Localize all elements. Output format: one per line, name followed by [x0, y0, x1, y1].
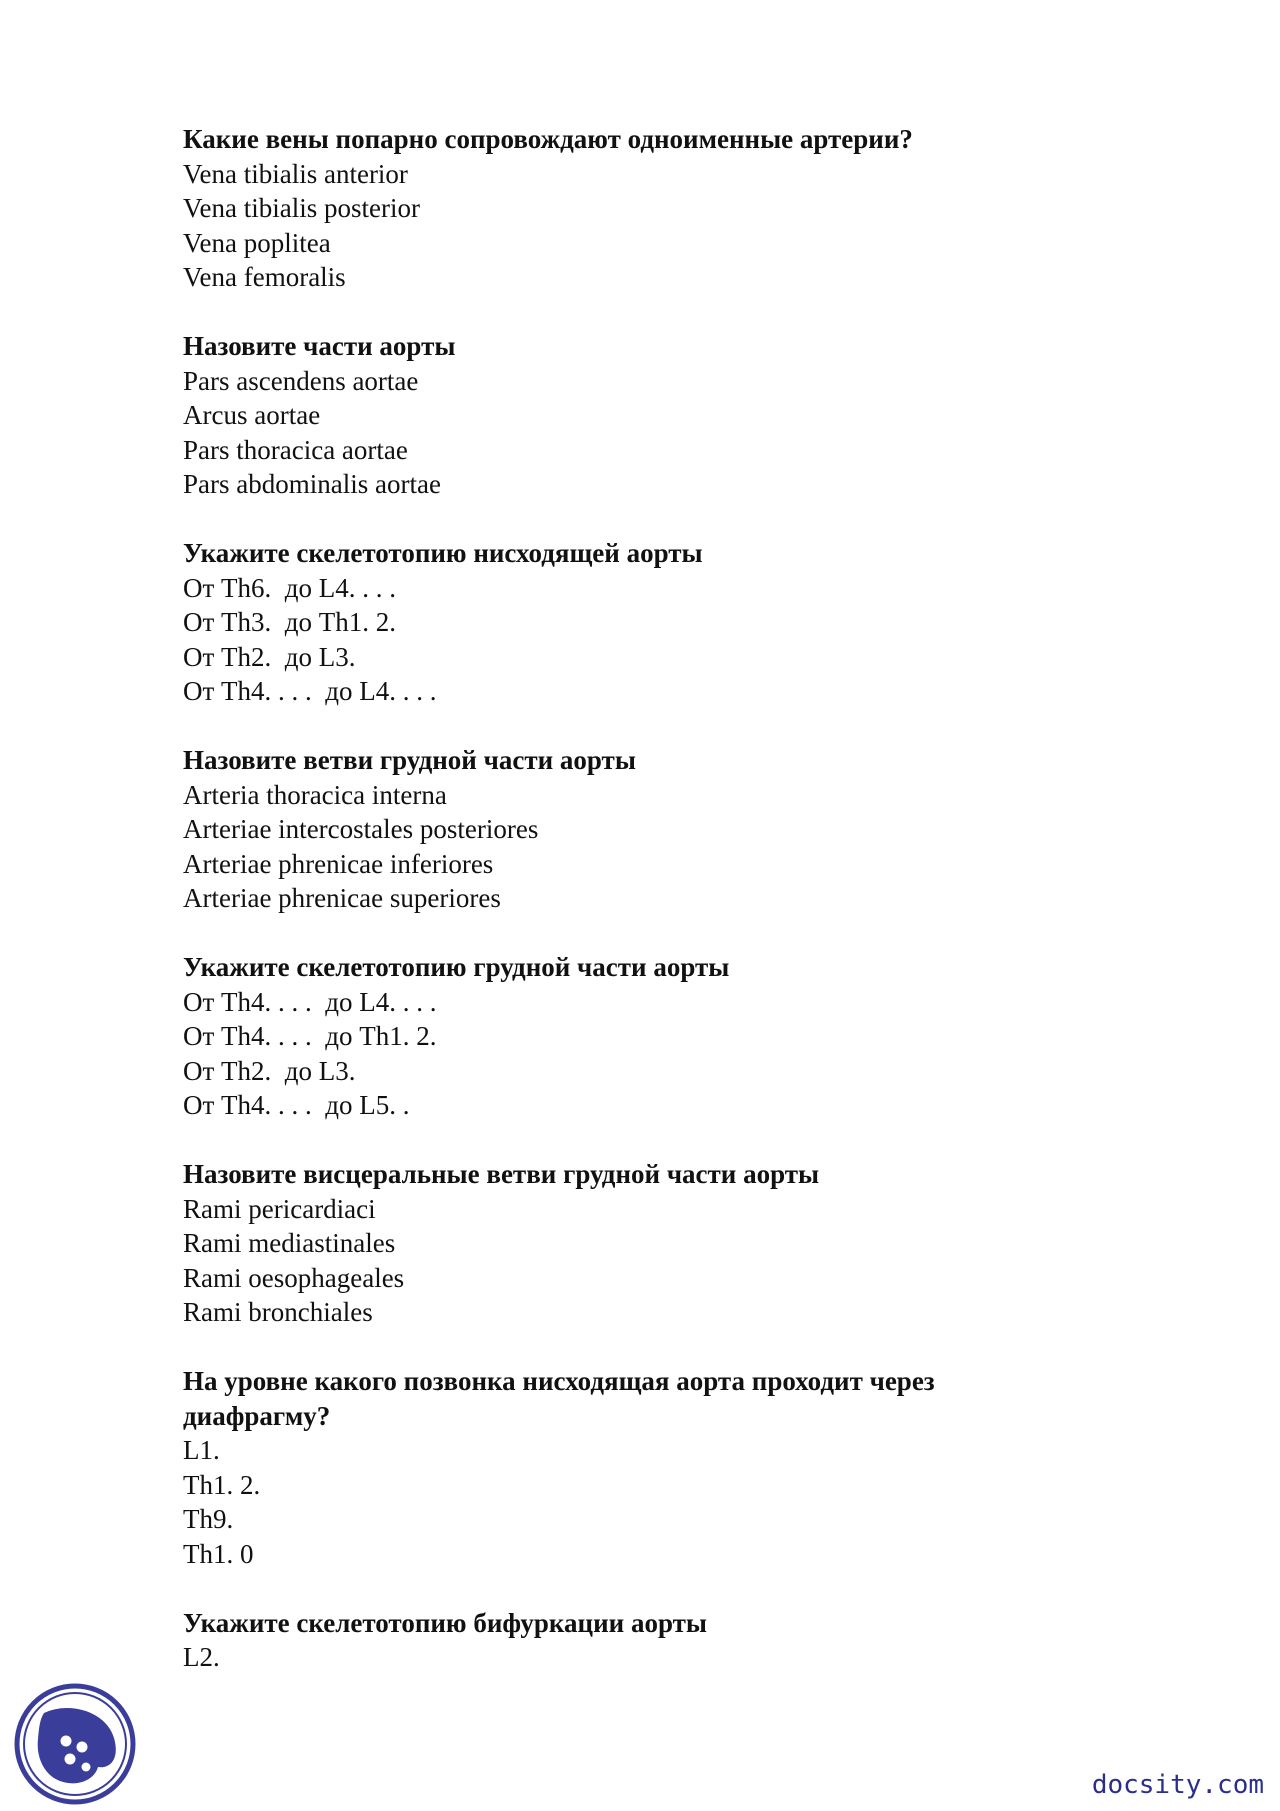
answer-option: От Th4. . . . до L4. . . .: [183, 986, 437, 1017]
answer-option: От Th6. до L4. . . .: [183, 572, 397, 603]
question-block-6: [183, 1157, 1083, 1330]
docsity-brand-link[interactable]: docsity.com: [1091, 1770, 1264, 1800]
question-text: Укажите скелетотопию нисходящей аорты: [183, 538, 703, 568]
answer-list: [183, 1192, 1083, 1330]
question-block-4: [183, 743, 1083, 916]
question-block-5: [183, 950, 1083, 1123]
answer-option: Rami pericardiaci: [183, 1193, 376, 1224]
answer-list: [183, 1640, 1083, 1675]
answer-option: От Th4. . . . до L4. . . .: [183, 676, 437, 706]
question-text: Какие вены попарно сопровождают одноименные артерии?: [183, 124, 913, 154]
answer-option: Vena tibialis posterior: [183, 193, 420, 223]
answer-list: [183, 157, 1083, 295]
logo-graphic: [14, 1683, 136, 1805]
answer-option: От Th3. до Th1. 2.: [183, 607, 397, 637]
document-page: [183, 122, 1083, 1709]
answer-list: [183, 985, 1083, 1123]
answer-option: Vena tibialis anterior: [183, 158, 408, 189]
answer-option: Arteriae phrenicae inferiores: [183, 848, 494, 879]
answer-option: Pars thoracica aortae: [183, 434, 408, 465]
answer-option: Th1. 0: [183, 1538, 254, 1569]
answer-option: Rami mediastinales: [183, 1228, 396, 1258]
docsity-logo-icon[interactable]: [14, 1683, 136, 1805]
answer-option: Arteria thoracica interna: [183, 779, 447, 810]
answer-option: Arteriae intercostales posteriores: [183, 814, 539, 844]
question-text: Назовите части аорты: [183, 331, 456, 361]
question-text: Укажите скелетотопию грудной части аорты: [183, 952, 730, 982]
question-block-2: [183, 329, 1083, 502]
question-block-3: [183, 536, 1083, 709]
question-text: На уровне какого позвонка нисходящая аорта проходит через диафрагму?: [183, 1366, 935, 1431]
answer-option: От Th2. до L3.: [183, 641, 356, 672]
answer-option: От Th4. . . . до L5. .: [183, 1090, 410, 1120]
answer-option: Arteriae phrenicae superiores: [183, 883, 501, 913]
answer-option: Vena poplitea: [183, 227, 331, 258]
answer-list: [183, 571, 1083, 709]
answer-option: Arcus aortae: [183, 400, 321, 430]
answer-option: Vena femoralis: [183, 262, 346, 292]
question-text: Назовите ветви грудной части аорты: [183, 745, 636, 775]
answer-option: L1.: [183, 1435, 220, 1465]
answer-option: Pars abdominalis aortae: [183, 469, 441, 499]
question-block-1: [183, 122, 1083, 295]
answer-option: Th1. 2.: [183, 1469, 261, 1500]
question-block-8: [183, 1606, 1083, 1675]
answer-option: Rami oesophageales: [183, 1262, 405, 1293]
question-text: Назовите висцеральные ветви грудной части аорты: [183, 1159, 820, 1189]
answer-option: Pars ascendens aortae: [183, 365, 419, 396]
question-text: Укажите скелетотопию бифуркации аорты: [183, 1607, 707, 1638]
answer-option: От Th2. до L3.: [183, 1055, 356, 1086]
answer-list: [183, 364, 1083, 502]
answer-list: [183, 1433, 1083, 1571]
answer-list: [183, 778, 1083, 916]
answer-option: L2.: [183, 1642, 220, 1672]
answer-option: Th9.: [183, 1504, 234, 1534]
answer-option: От Th4. . . . до Th1. 2.: [183, 1021, 437, 1051]
answer-option: Rami bronchiales: [183, 1297, 373, 1327]
question-block-7: [183, 1364, 1083, 1571]
